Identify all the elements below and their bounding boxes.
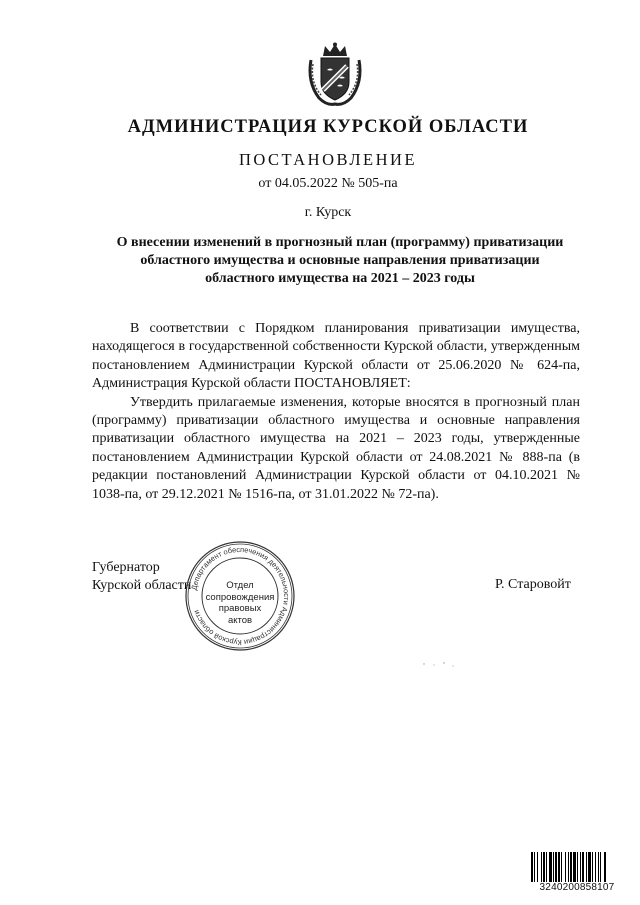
stamp-line: сопровождения: [205, 591, 275, 603]
document-title: [90, 234, 590, 288]
stamp-line: правовых: [218, 603, 262, 614]
scan-specks: [420, 660, 460, 668]
stamp-center-text: [190, 580, 290, 626]
signatory-position-line: Губернатор: [92, 560, 160, 575]
document-city: г. Курск: [304, 205, 352, 220]
organization-name: АДМИНИСТРАЦИЯ КУРСКОЙ ОБЛАСТИ: [127, 117, 529, 137]
document-type: ПОСТАНОВЛЕНИЕ: [238, 150, 418, 169]
signatory-position: [92, 559, 191, 595]
signatory-position-line: Курской области: [92, 578, 192, 593]
title-line: областного имущества на 2021 – 2023 годы: [205, 271, 475, 286]
stamp-ring-text: Департамент обеспечения деятельности Администрации Курской области: [189, 544, 292, 648]
body-paragraph: В соответствии с Порядком планирования приватизации имущества, находящегося в государственной собственности Курской области, утвержденным постановлением Администрации Курской области от 25.06.2020 № 624-па, Администрация Курской области ПОСТАНОВЛЯЕТ:: [92, 321, 580, 392]
document-date-number: от 04.05.2022 № 505-па: [258, 176, 398, 191]
body-paragraph: Утвердить прилагаемые изменения, которые вносятся в прогнозный план (программу) приватизации областного имущества и основные направления приватизации областного имущества на 2021 – 2023 годы, утвержденные постановлением Администрации Курской области от 24.08.2021 № 888-па (в редакции постановлений Администрации Курской области от 04.10.2021 № 1038-па, от 29.12.2021 № 1516-па, от 31.01.2022 № 72-па).: [92, 394, 580, 502]
barcode-number: 3240200858107: [539, 882, 615, 893]
signatory-name: Р. Старовойт: [495, 577, 571, 592]
title-line: областного имущества и основные направления приватизации: [140, 253, 540, 268]
stamp-line: Отдел: [226, 580, 254, 591]
document-body: [92, 320, 580, 504]
coat-of-arms-emblem: [305, 42, 365, 108]
stamp-line: актов: [227, 614, 253, 626]
barcode-icon: [531, 852, 623, 882]
title-line: О внесении изменений в прогнозный план (программу) приватизации: [116, 235, 564, 250]
